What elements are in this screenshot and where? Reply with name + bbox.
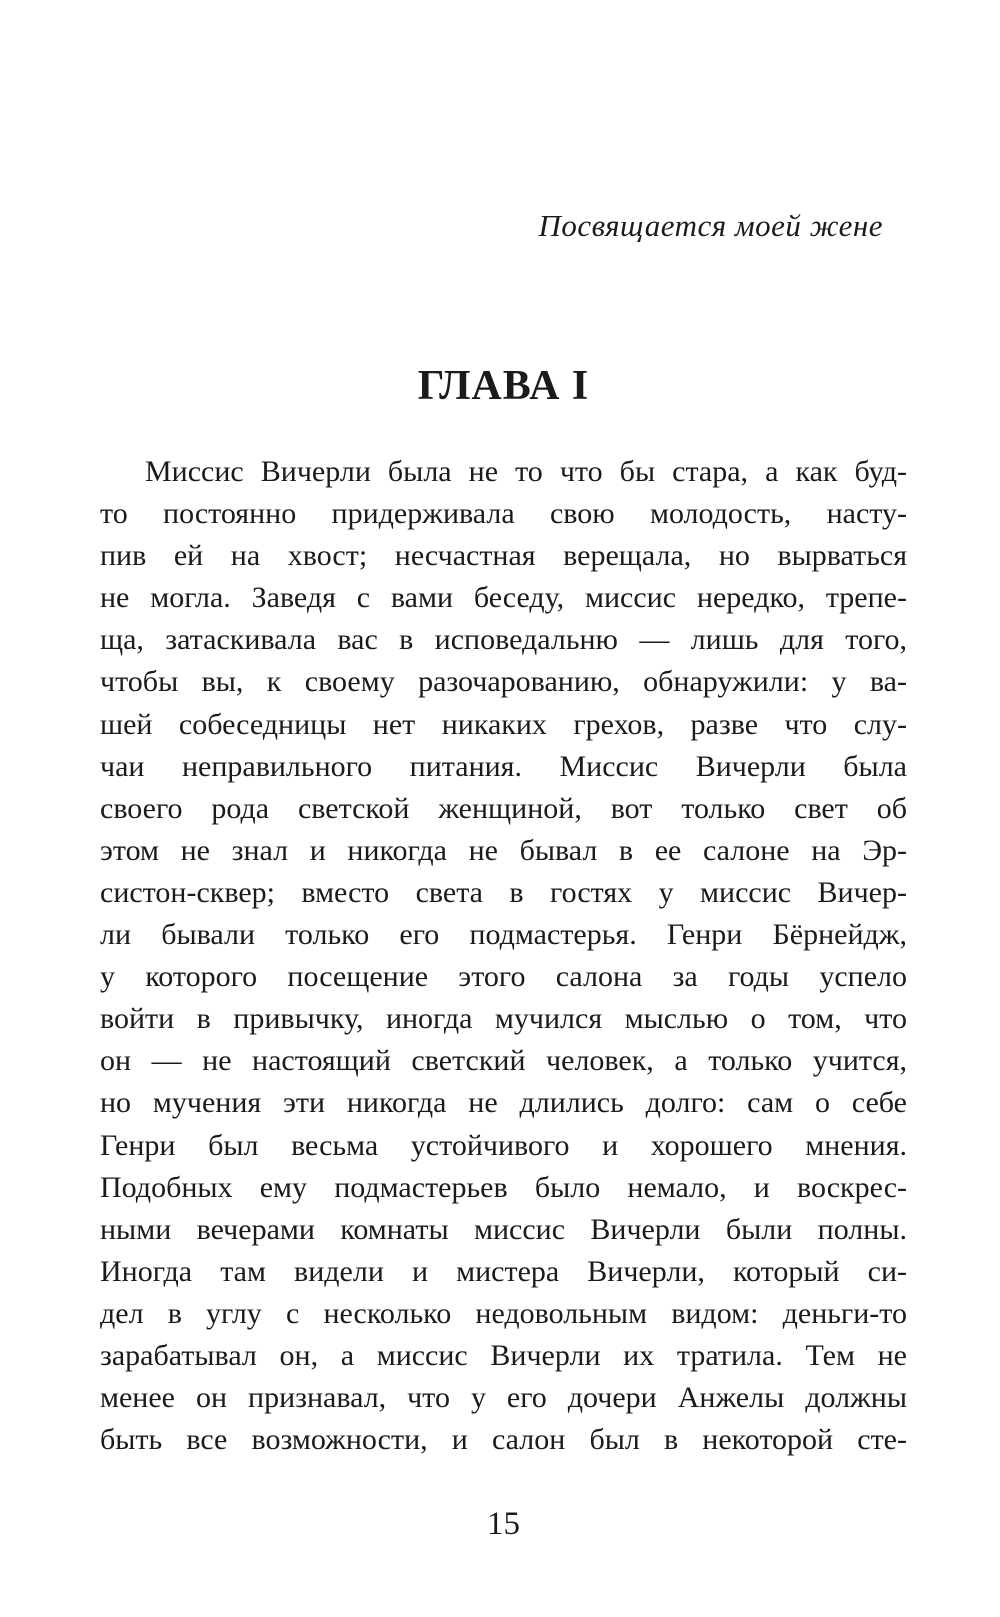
page-number: 15 xyxy=(487,1506,520,1542)
text-line: дел в углу с несколько недовольным видом: деньги-то xyxy=(100,1296,907,1330)
text-line: не могла. Заведя с вами беседу, миссис нередко, трепе- xyxy=(100,581,907,615)
text-line: он — не настоящий светский человек, а только учится, xyxy=(100,1044,907,1078)
text-line: ными вечерами комнаты миссис Вичерли были полны. xyxy=(100,1212,907,1246)
text-line: Иногда там видели и мистера Вичерли, который си- xyxy=(100,1254,907,1288)
text-line: ща, затаскивала вас в исповедальню — лишь для того, xyxy=(100,623,907,657)
text-line: менее он признавал, что у его дочери Анжелы должны xyxy=(100,1381,907,1415)
dedication-text: Посвящается моей жене xyxy=(538,208,883,243)
text-line: чтобы вы, к своему разочарованию, обнаружили: у ва- xyxy=(100,665,907,699)
chapter-heading: ГЛАВА I xyxy=(417,363,590,410)
text-line: войти в привычку, иногда мучился мыслью о том, что xyxy=(100,1002,907,1036)
text-line: этом не знал и никогда не бывал в ее салоне на Эр- xyxy=(100,833,907,867)
text-line: у которого посещение этого салона за годы успело xyxy=(100,960,907,994)
text-line: Генри был весьма устойчивого и хорошего мнения. xyxy=(100,1128,907,1162)
text-line: чаи неправильного питания. Миссис Вичерли была xyxy=(100,749,907,783)
text-line: шей собеседницы нет никаких грехов, разве что слу- xyxy=(100,707,907,741)
text-line: быть все возможности, и салон был в некоторой сте- xyxy=(100,1423,907,1457)
text-line: своего рода светской женщиной, вот только свет об xyxy=(100,791,907,825)
text-line: систон-сквер; вместо света в гостях у миссис Вичер- xyxy=(100,875,907,909)
text-line: но мучения эти никогда не длились долго: сам о себе xyxy=(100,1086,907,1120)
paragraph xyxy=(100,451,907,1461)
text-line: Подобных ему подмастерьев было немало, и воскрес- xyxy=(100,1170,907,1204)
text-line: ли бывали только его подмастерья. Генри Бёрнейдж, xyxy=(100,918,907,952)
text-line: зарабатывал он, а миссис Вичерли их тратила. Тем не xyxy=(100,1338,907,1372)
text-line: пив ей на хвост; несчастная верещала, но вырваться xyxy=(100,539,907,573)
text-line: то постоянно придерживала свою молодость, насту- xyxy=(100,497,907,531)
text-line: Миссис Вичерли была не то что бы стара, а как буд- xyxy=(145,455,907,488)
